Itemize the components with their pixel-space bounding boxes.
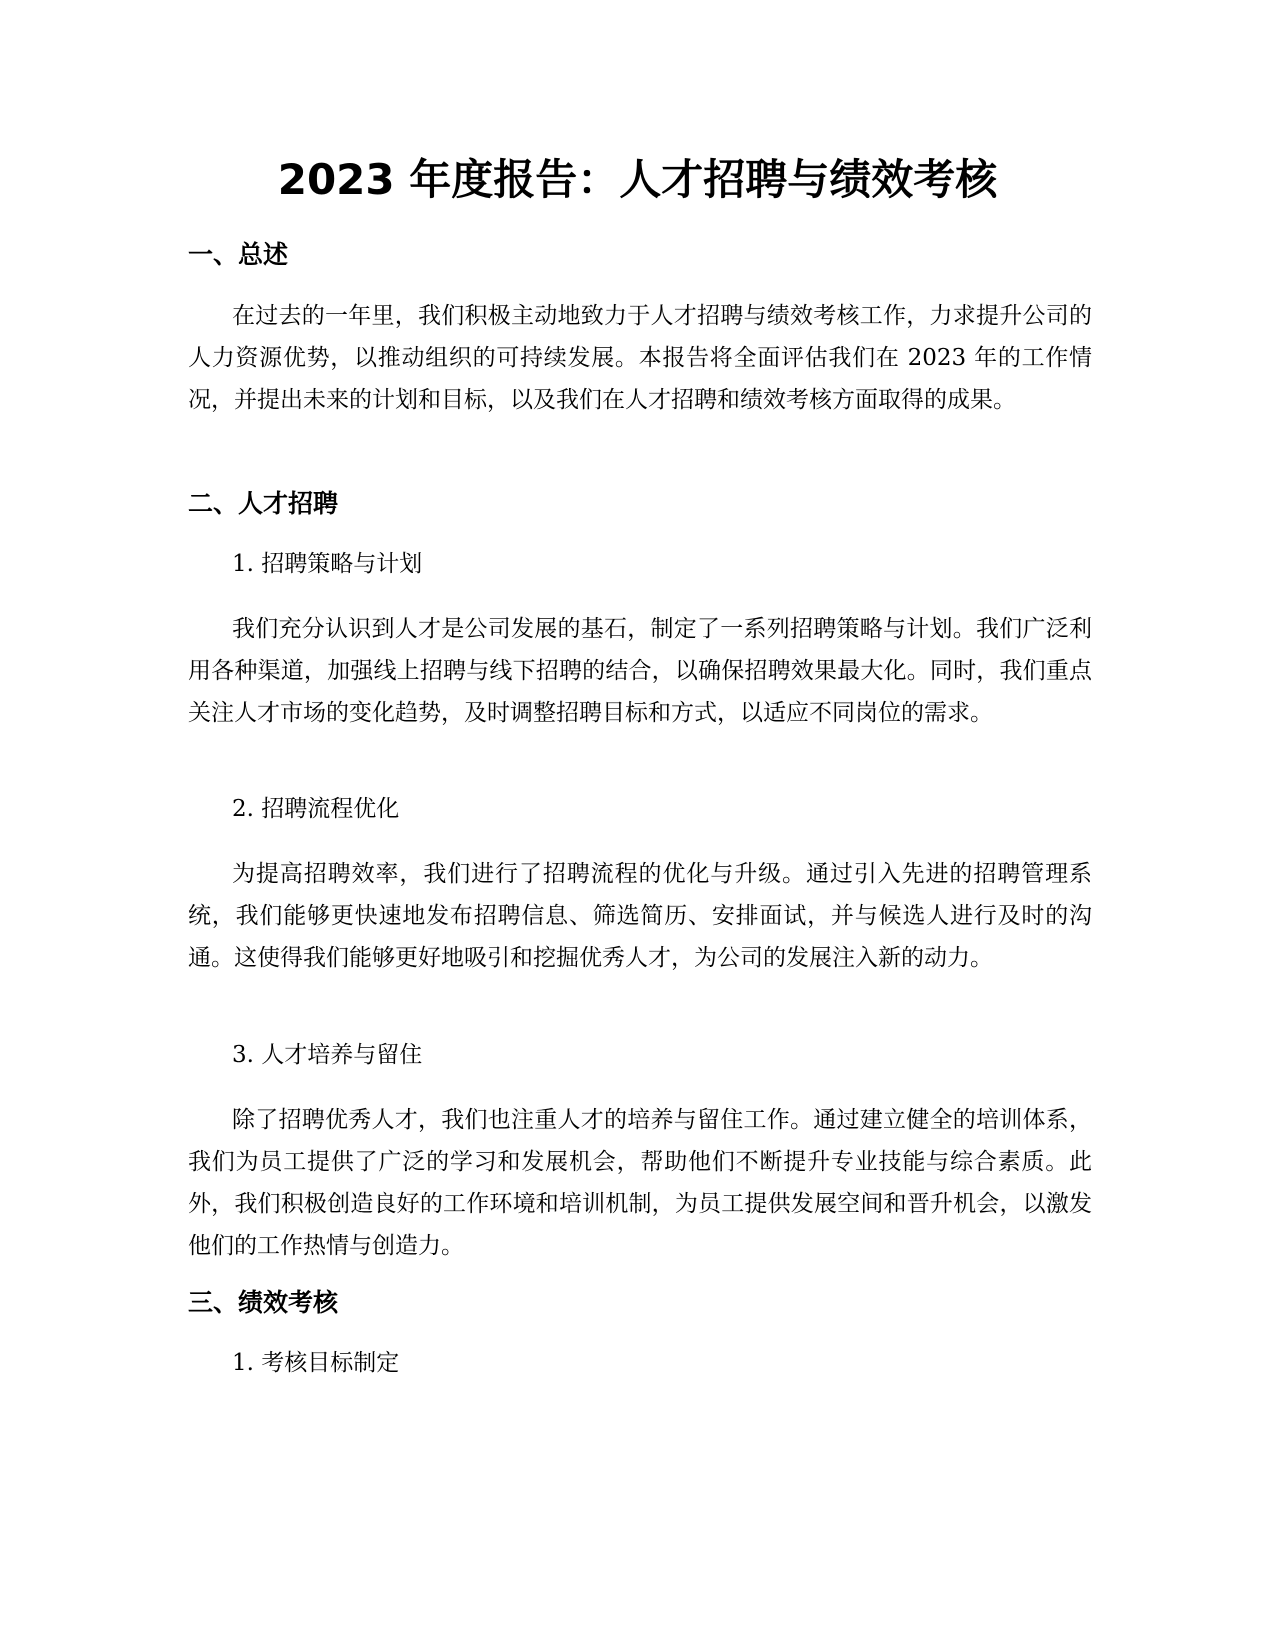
- section-heading-overview: 一、总述: [188, 240, 289, 269]
- subheading-talent-retention: 3. 人才培养与留住: [232, 1042, 423, 1068]
- document-title: 2023 年度报告：人才招聘与绩效考核: [277, 155, 998, 204]
- section-heading-recruitment: 二、人才招聘: [188, 489, 339, 518]
- talent-retention-paragraph: 除了招聘优秀人才，我们也注重人才的培养与留住工作。通过建立健全的培训体系，我们为员工提供了广泛的学习和发展机会，帮助他们不断提升专业技能与综合素质。此外，我们积极创造良好的工作环境和培训机制，为员工提供发展空间和晋升机会，以激发他们的工作热情与创造力。: [188, 1107, 1092, 1259]
- section-heading-performance: 三、绩效考核: [188, 1288, 339, 1317]
- subheading-process-optimization: 2. 招聘流程优化: [232, 796, 400, 822]
- subheading-assessment-goals: 1. 考核目标制定: [232, 1350, 400, 1376]
- process-optimization-paragraph: 为提高招聘效率，我们进行了招聘流程的优化与升级。通过引入先进的招聘管理系统，我们能够更快速地发布招聘信息、筛选简历、安排面试，并与候选人进行及时的沟通。这使得我们能够更好地吸引和挖掘优秀人才，为公司的发展注入新的动力。: [188, 861, 1092, 971]
- recruitment-strategy-paragraph: 我们充分认识到人才是公司发展的基石，制定了一系列招聘策略与计划。我们广泛利用各种渠道，加强线上招聘与线下招聘的结合，以确保招聘效果最大化。同时，我们重点关注人才市场的变化趋势，及时调整招聘目标和方式，以适应不同岗位的需求。: [188, 616, 1092, 726]
- subheading-recruitment-strategy: 1. 招聘策略与计划: [232, 551, 423, 577]
- overview-paragraph: 在过去的一年里，我们积极主动地致力于人才招聘与绩效考核工作，力求提升公司的人力资源优势，以推动组织的可持续发展。本报告将全面评估我们在 2023 年的工作情况，并提出未来的计划和目标，以及我们在人才招聘和绩效考核方面取得的成果。: [188, 303, 1092, 413]
